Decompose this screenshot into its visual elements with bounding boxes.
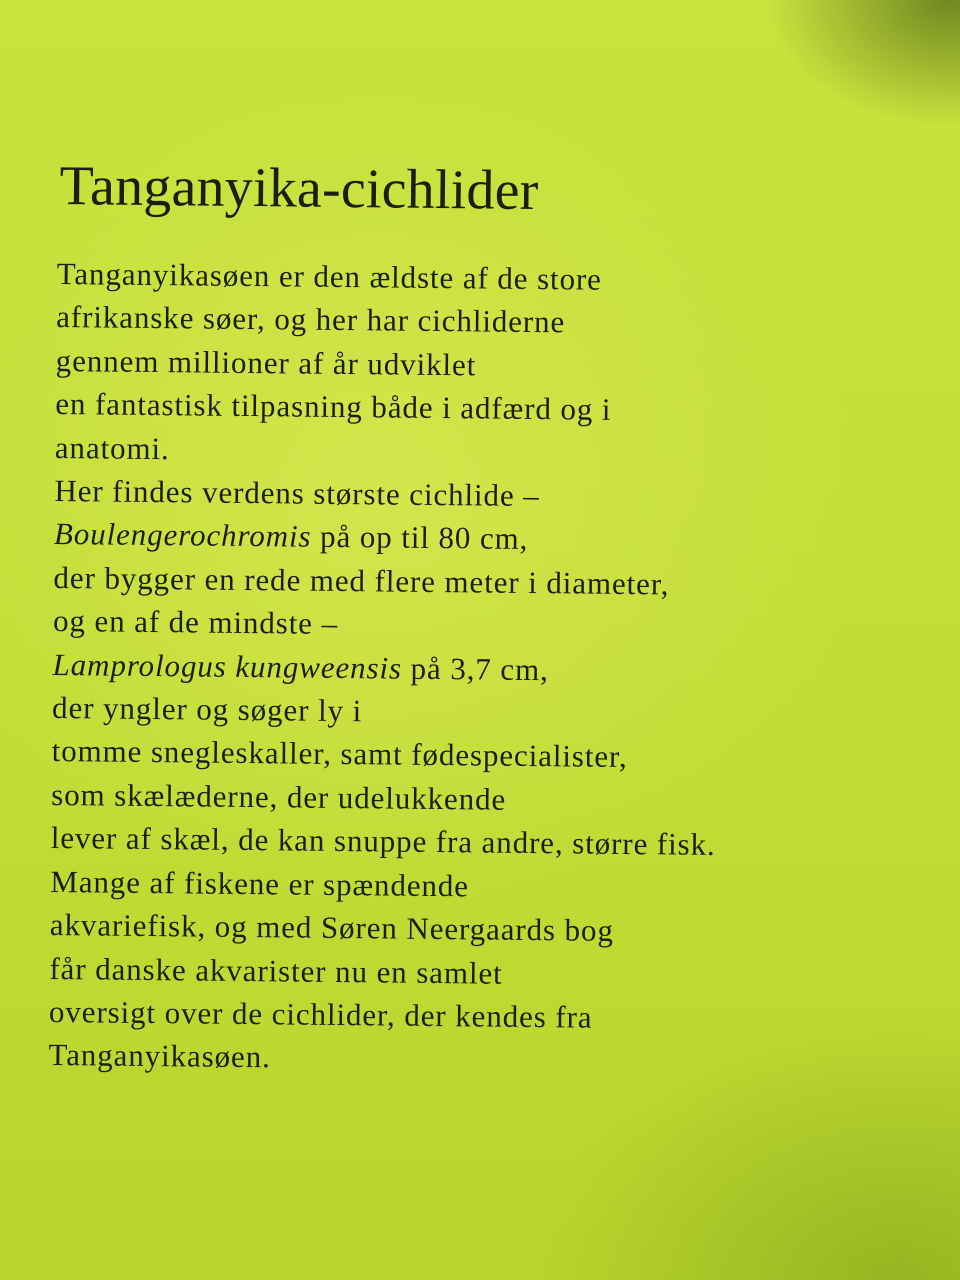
blurb-line: akvariefisk, og med Søren Neergaards bog — [49, 907, 615, 948]
blurb-line: får danske akvarister nu en samlet — [49, 950, 503, 991]
species-name-italic: Lamprologus kungweensis — [52, 646, 403, 686]
blurb-line: som skælæderne, der udelukkende — [51, 776, 507, 817]
blurb-line: tomme snegleskaller, samt fødespecialister, — [51, 733, 628, 775]
blurb-line: Her findes verdens største cichlide – — [54, 473, 540, 514]
blurb-line: gennem millioner af år udviklet — [55, 342, 477, 383]
blurb-text — [48, 252, 917, 1086]
species-name-italic: Boulengerochromis — [53, 516, 312, 555]
blurb-line: Mange af fiskene er spændende — [50, 863, 470, 904]
blurb-line: afrikanske søer, og her har cichliderne — [56, 299, 566, 340]
blurb-line: Tanganyikasøen. — [48, 1037, 271, 1075]
blurb-line: Tanganyikasøen er den ældste af de store — [56, 255, 603, 297]
blurb-line: anatomi. — [54, 429, 170, 466]
blurb-line: oversigt over de cichlider, der kendes fra — [48, 993, 593, 1035]
blurb-line: der yngler og søger ly i — [51, 690, 363, 729]
book-title: Tanganyika-cichlider — [59, 155, 539, 223]
blurb-line: en fantastisk tilpasning både i adfærd og i — [55, 386, 612, 428]
blurb-line: Lamprologus kungweensis på 3,7 cm, — [52, 646, 549, 687]
blurb-line: der bygger en rede med flere meter i diameter, — [53, 559, 670, 602]
blurb-line: Boulengerochromis på op til 80 cm, — [53, 516, 529, 557]
cover-text-block — [48, 150, 918, 1086]
blurb-line: og en af de mindste – — [52, 603, 339, 642]
blurb-line: lever af skæl, de kan snuppe fra andre, større fisk. — [50, 820, 716, 863]
